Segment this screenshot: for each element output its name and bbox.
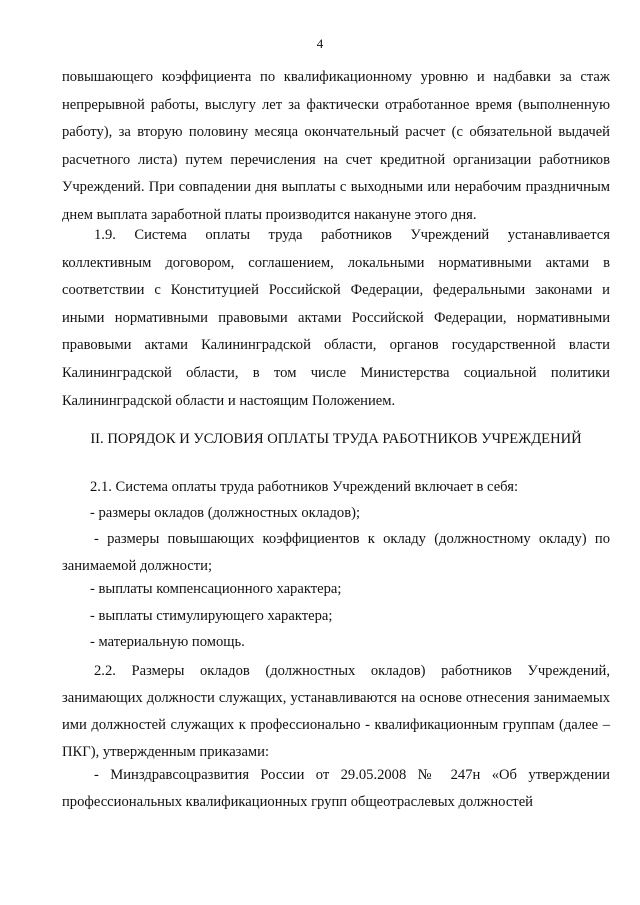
paragraph-2-2: 2.2. Размеры окладов (должностных окладов) работников Учреждений, занимающих должности служащих, устанавливаются на основе отнесения занимаемых ими должностей служащих к профессионально - квалификационным группам (далее – ПКГ), утвержденным приказами: [62,663,610,760]
section-heading: II. ПОРЯДОК И УСЛОВИЯ ОПЛАТЫ ТРУДА РАБОТНИКОВ УЧРЕЖДЕНИЙ [90,431,582,447]
paragraph-2-1: 2.1. Система оплаты труда работников Учреждений включает в себя: [90,479,519,495]
list-item: - материальную помощь. [90,634,245,650]
paragraph-continuation: повышающего коэффициента по квалификационному уровню и надбавки за стаж непрерывной работы, выслугу лет за фактически отработанное время (выполненную работу), за вторую половину месяца окончательный расчет (с обязательной выдачей расчетного листа) путем перечисления на счет кредитной организации работников Учреждений. При совпадении дня выплаты с выходными или нерабочим праздничным днем выплата заработной платы производится накануне этого дня. [62,69,610,223]
paragraph-1-9: 1.9. Система оплаты труда работников Учреждений устанавливается коллективным договором, соглашением, локальными нормативными актами в соответствии с Конституцией Российской Федерации, федеральными законами и иными нормативными правовыми актами Российской Федерации, нормативными правовыми актами Калининградской области, органов государственной власти Калининградской области, в том числе Министерства социальной политики Калининградской области и настоящим Положением. [62,227,610,409]
paragraph-order: - Минздравсоцразвития России от 29.05.2008 № 247н «Об утверждении профессиональных квалификационных групп общеотраслевых должностей [62,767,610,810]
list-item: - размеры повышающих коэффициентов к окладу (должностному окладу) по занимаемой должности; [62,531,610,574]
page-number: 4 [316,36,324,51]
list-item: - размеры окладов (должностных окладов); [90,505,361,521]
list-item: - выплаты компенсационного характера; [90,581,342,597]
list-item: - выплаты стимулирующего характера; [90,608,333,624]
